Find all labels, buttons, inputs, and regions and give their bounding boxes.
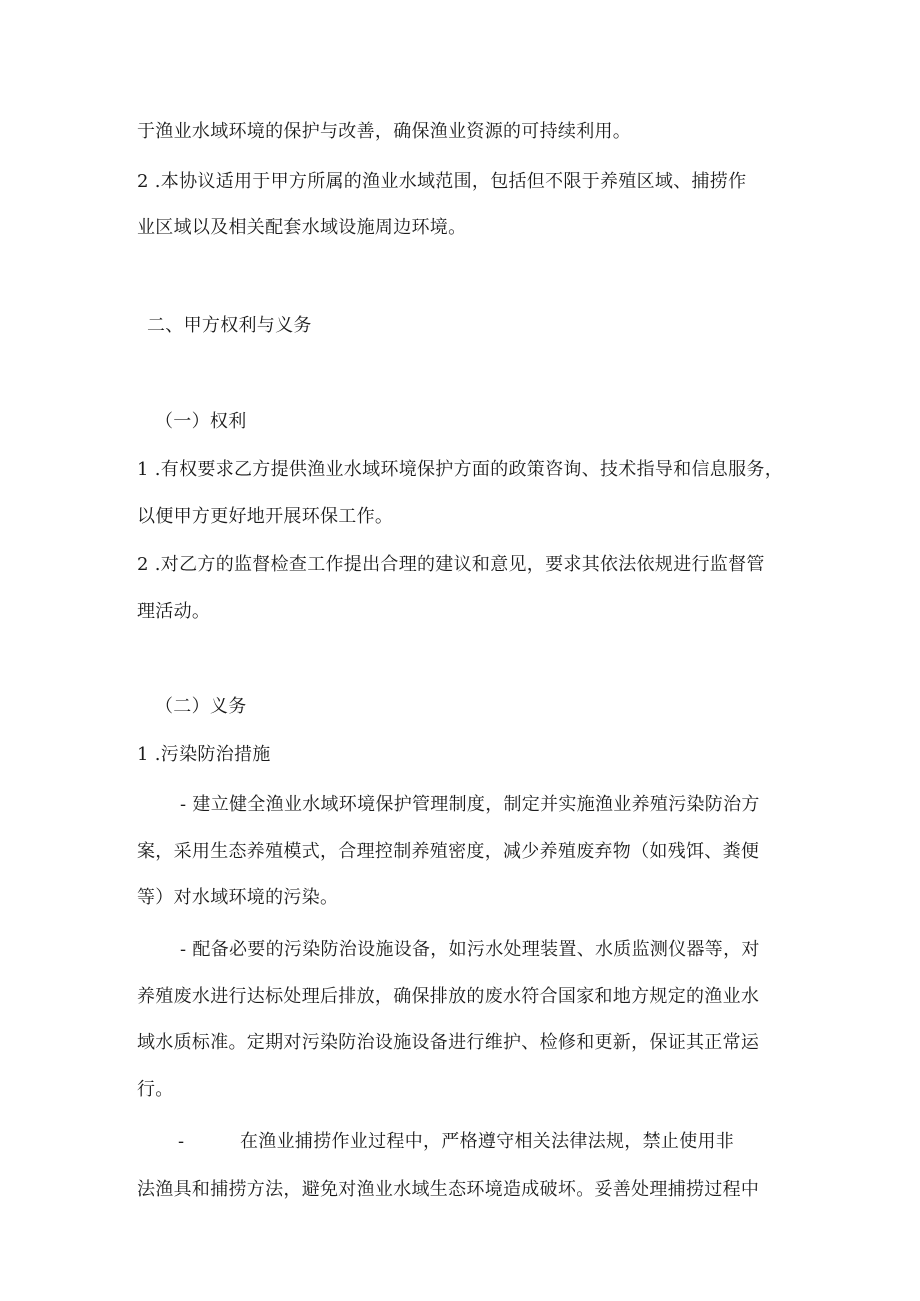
text-line: 在渔业捕捞作业过程中，严格遵守相关法律法规，禁止使用非 [240,1131,735,1152]
text-line: 等）对水域环境的污染。 [137,887,339,908]
list-item-1: 1 .污染防治措施 [137,744,271,765]
text-line: 行。 [137,1079,174,1100]
text-line: 养殖废水进行达标处理后排放，确保排放的废水符合国家和地方规定的渔业水 [137,986,760,1007]
list-item-1: 1 .有权要求乙方提供渔业水域环境保护方面的政策咨询、技术指导和信息服务， [137,459,783,480]
list-item-2: 2 .对乙方的监督检查工作提出合理的建议和意见，要求其依法依规进行监督管 [137,554,765,575]
bullet-dash: - [178,1131,185,1152]
text-line: 案，采用生态养殖模式，合理控制养殖密度，减少养殖废弃物（如残饵、粪便 [137,841,760,862]
section-heading: 二、甲方权利与义务 [147,315,312,336]
bullet-paragraph: - 建立健全渔业水域环境保护管理制度，制定并实施渔业养殖污染防治方 [180,794,760,815]
list-item-2: 2 .本协议适用于甲方所属的渔业水域范围，包括但不限于养殖区域、捕捞作 [137,171,747,192]
text-line: 法渔具和捕捞方法，避免对渔业水域生态环境造成破坏。妥善处理捕捞过程中 [137,1179,760,1200]
bullet-paragraph: - 配备必要的污染防治设施设备，如污水处理装置、水质监测仪器等，对 [180,939,760,960]
text-line: 于渔业水域环境的保护与改善，确保渔业资源的可持续利用。 [137,121,632,142]
text-line: 以便甲方更好地开展环保工作。 [137,506,394,527]
subsection-heading-rights: （一）权利 [155,411,247,432]
subsection-heading-duties: （二）义务 [155,696,247,717]
text-line: 理活动。 [137,601,211,622]
text-line: 业区域以及相关配套水域设施周边环境。 [137,217,467,238]
text-line: 域水质标准。定期对污染防治设施设备进行维护、检修和更新，保证其正常运 [137,1032,760,1053]
